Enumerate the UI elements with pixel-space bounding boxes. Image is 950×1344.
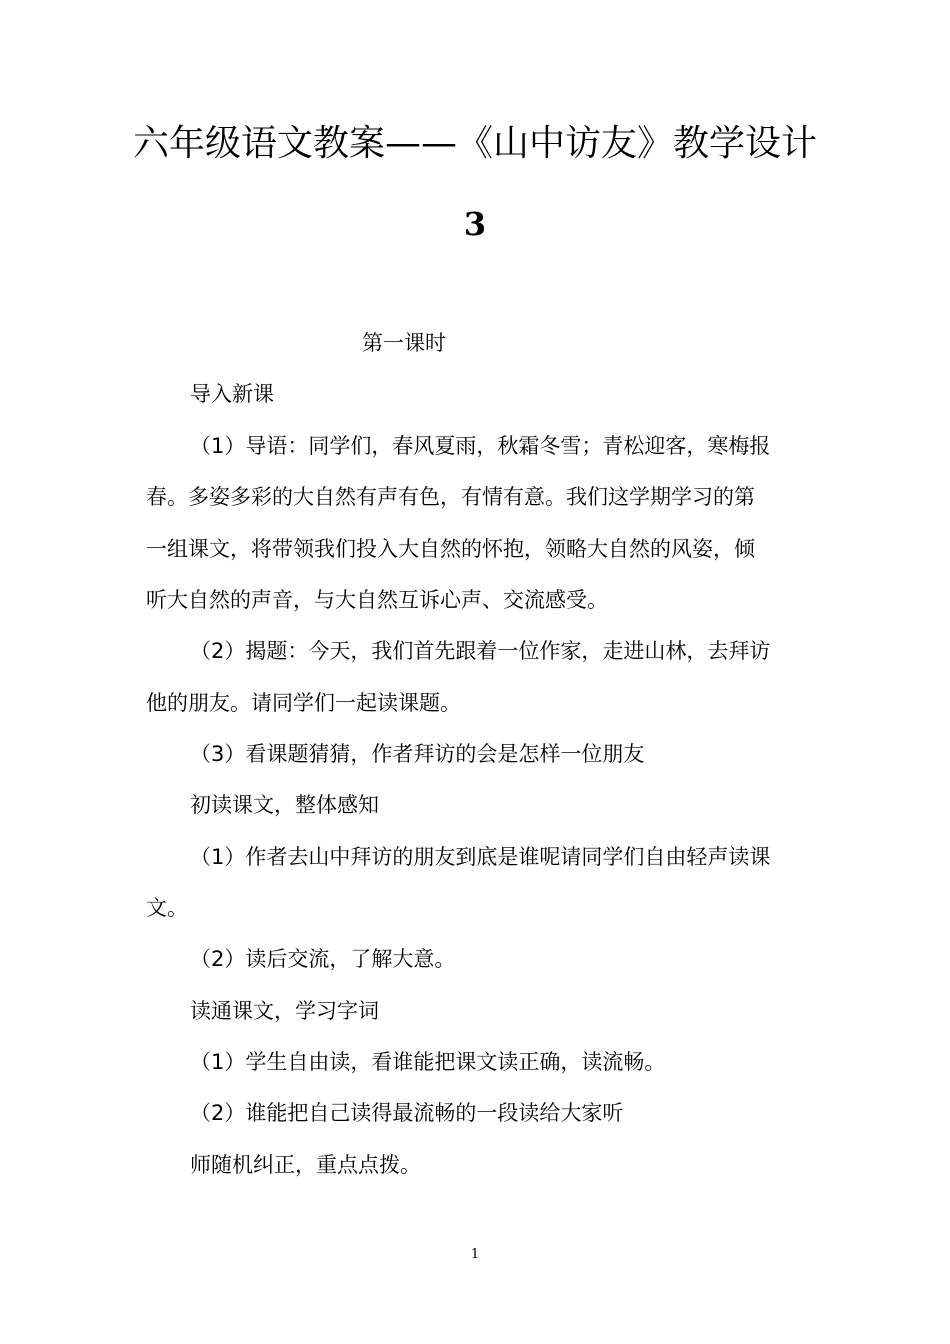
paragraph-line: （2）揭题：今天，我们首先跟着一位作家，走进山林，去拜访: [190, 639, 771, 663]
paragraph-line: （2）谁能把自己读得最流畅的一段读给大家听: [190, 1101, 624, 1125]
paragraph-line: 师随机纠正，重点点拨。: [190, 1153, 421, 1177]
paragraph-line: 听大自然的声音，与大自然互诉心声、交流感受。: [146, 588, 608, 612]
document-title: 六年级语文教案——《山中访友》教学设计: [132, 123, 817, 164]
paragraph-line: （3）看课题猜猜，作者拜访的会是怎样一位朋友: [190, 742, 645, 766]
section-heading-first-reading: 初读课文，整体感知: [190, 793, 379, 817]
lesson-heading: 第一课时: [362, 331, 446, 355]
section-heading-intro: 导入新课: [190, 382, 274, 406]
paragraph-line: （2）读后交流，了解大意。: [190, 947, 456, 971]
paragraph-line: 春。多姿多彩的大自然有声有色，有情有意。我们这学期学习的第: [146, 485, 755, 509]
paragraph-line: 一组课文，将带领我们投入大自然的怀抱，领略大自然的风姿，倾: [146, 537, 755, 561]
page-number: 1: [470, 1247, 480, 1262]
paragraph-line: （1）导语：同学们，春风夏雨，秋霜冬雪；青松迎客，寒梅报: [190, 434, 771, 458]
paragraph-line: （1）作者去山中拜访的朋友到底是谁呢请同学们自由轻声读课: [190, 845, 771, 869]
document-title-number: 3: [463, 205, 487, 243]
paragraph-line: 他的朋友。请同学们一起读课题。: [146, 691, 461, 715]
paragraph-line: 文。: [146, 896, 188, 920]
section-heading-vocabulary: 读通课文，学习字词: [190, 999, 379, 1023]
paragraph-line: （1）学生自由读，看谁能把课文读正确，读流畅。: [190, 1050, 666, 1074]
